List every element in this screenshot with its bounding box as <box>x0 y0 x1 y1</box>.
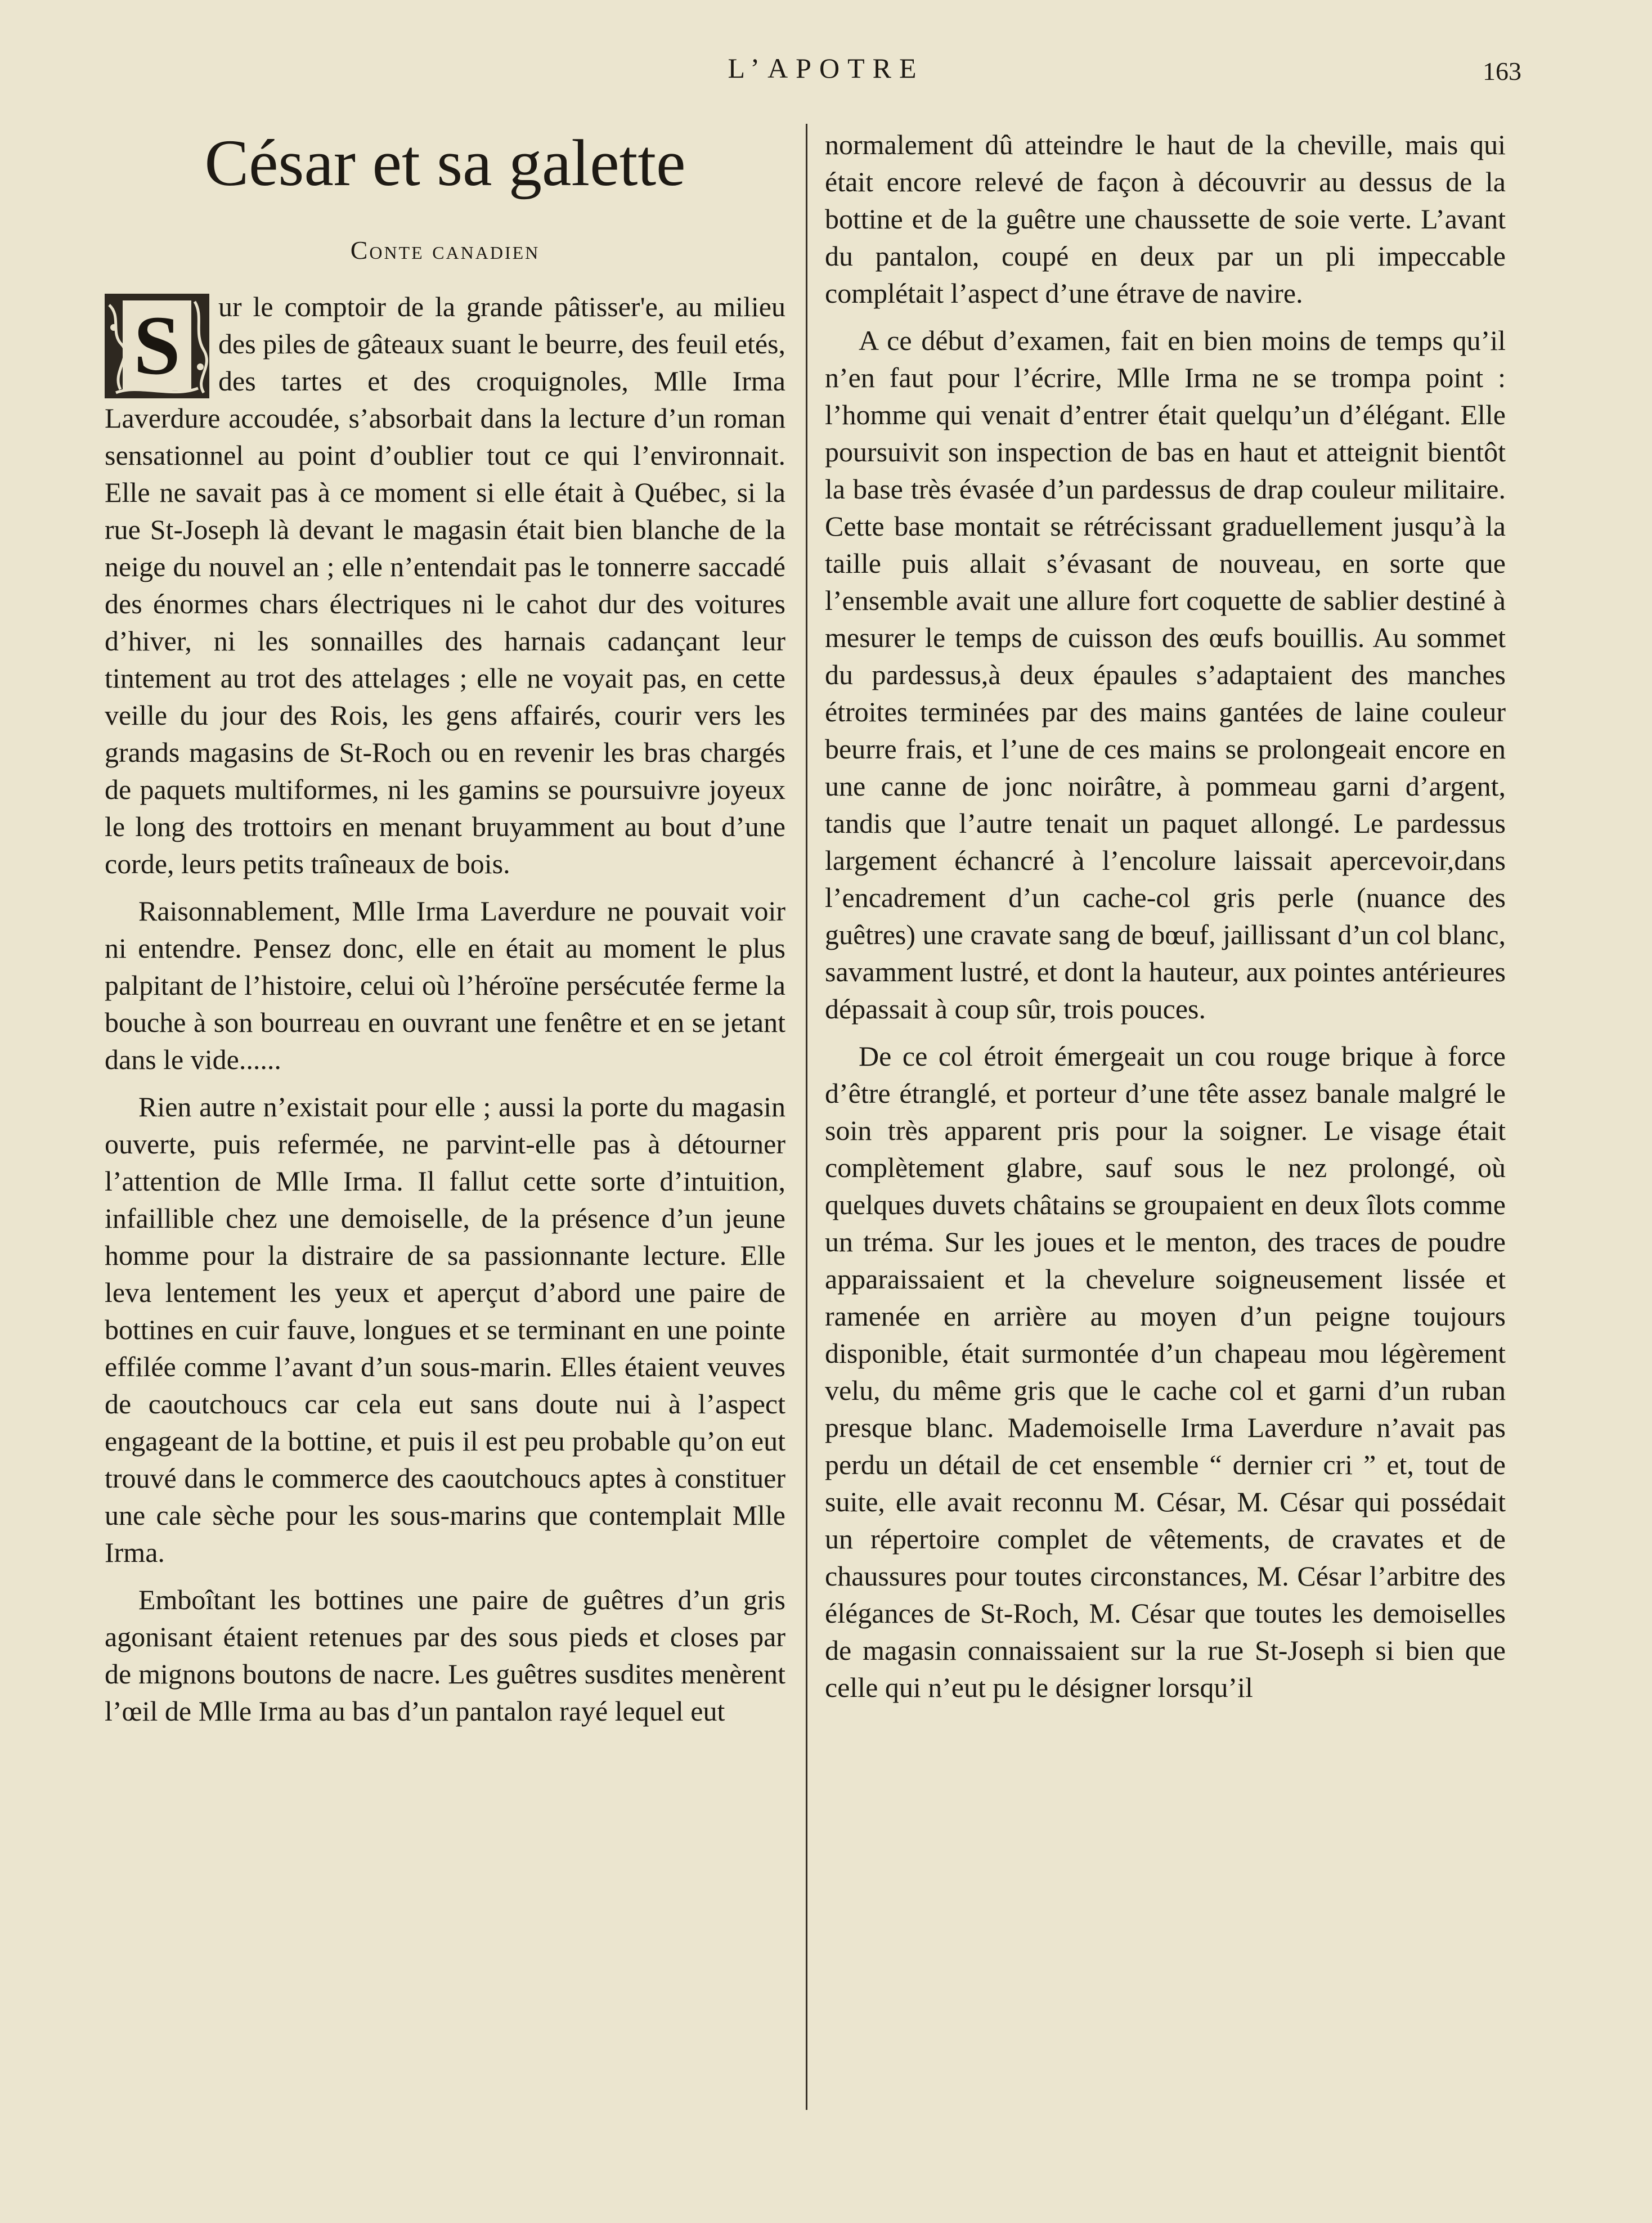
running-title: L’APOTRE <box>728 52 924 84</box>
paragraph-5: normalement dû atteindre le haut de la cheville, mais qui était encore relevé de façon à découvrir au dessus de la bottine et de la guêtre une chaussette de soie verte. L’avant du pantalon, coupé en deux par un pli impeccable complétait l’aspect d’une étrave de navire. <box>825 129 1506 309</box>
paragraph-3: Rien autre n’existait pour elle ; aussi la porte du magasin ouverte, puis refermée, ne parvint-elle pas à détourner l’attention de Mlle Irma. Il fallut cette sorte d’intuition, infaillible chez une demoiselle, de la présence d’un jeune homme pour la distraire de sa passionnante lecture. Elle leva lentement les yeux et aperçut d’abord une paire de bottines en cuir fauve, longues et se terminant en une pointe effilée comme l’avant d’un sous-marin. Elles étaient veuves de caoutchoucs car cela eut sans doute nui à l’aspect engageant de la bottine, et puis il est peu probable qu’on eut trouvé dans le commerce des caoutchoucs aptes à constituer une cale sèche pour les sous-marins que contemplait Mlle Irma. <box>105 1091 785 1568</box>
paragraph-6: A ce début d’examen, fait en bien moins de temps qu’il n’en faut pour l’écrire, Mlle Irma ne se trompa point : l’homme qui venait d’entrer était quelqu’un d’élégant. Elle poursuivit son inspection de bas en haut et atteignit bientôt la base très évasée d’un pardessus de drap couleur militaire. Cette base montait se rétrécissant graduellement jusqu’à la taille puis allait s’évasant de nouveau, en sorte que l’ensemble avait une allure fort coquette de sablier destiné à mesurer le temps de cuisson des œufs bouillis. Au sommet du pardessus,à deux épaules s’adaptaient des manches étroites terminées par des mains gantées de laine couleur beurre frais, et l’une de ces mains se prolongeait encore en une canne de jonc noirâtre, à pommeau garni d’argent, tandis que l’autre tenait un paquet allongé. Le pardessus largement échancré à l’encolure laissait apercevoir,dans l’encadrement d’un cache-col gris perle (nuance des guêtres) une cravate sang de bœuf, jaillissant d’un col blanc, savamment lustré, et dont la hauteur, aux pointes antérieures dépassait à coup sûr, trois pouces. <box>825 325 1506 1025</box>
story-subtitle: Conte canadien <box>350 236 540 264</box>
column-divider <box>806 124 807 2110</box>
ornamental-dropcap <box>105 294 209 398</box>
right-column <box>825 126 1506 1716</box>
page-number: 163 <box>1483 57 1521 86</box>
paragraph-text: ur le comptoir de la grande pâtisser'e, au milieu des piles de gâteaux suant le beurre, des feuil etés, des tartes et des croquignoles, Mlle Irma Laverdure accoudée, s’absorbait dans la lecture d’un roman sensationnel au point d’oublier tout ce qui l’environnait. Elle ne savait pas à ce moment si elle était à Québec, si la rue St-Joseph là devant le magasin était bien blanche de la neige du nouvel an ; elle n’entendait pas le tonnerre saccadé des énormes chars électriques ni le cahot dur des voitures d’hiver, ni les sonnailles des harnais cadançant leur tintement au trot des attelages ; elle ne voyait pas, en cette veille du jour des Rois, les gens affairés, courir vers les grands magasins de St-Roch ou en revenir les bras chargés de paquets multiformes, ni les gamins se poursuivre joyeux le long des trottoirs en menant bruyamment au bout d’une corde, leurs petits traîneaux de bois. <box>105 291 785 879</box>
story-title: César et sa galette <box>204 126 686 200</box>
paragraph-2: Raisonnablement, Mlle Irma Laverdure ne pouvait voir ni entendre. Pensez donc, elle en était au moment le plus palpitant de l’histoire, celui où l’héroïne persécutée ferme la bouche à son bourreau en ouvrant une fenêtre et en se jetant dans le vide...... <box>105 895 785 1075</box>
paragraph-4: Emboîtant les bottines une paire de guêtres d’un gris agonisant étaient retenues par des sous pieds et closes par de mignons boutons de nacre. Les guêtres susdites menèrent l’œil de Mlle Irma au bas d’un pantalon rayé lequel eut <box>105 1584 785 1727</box>
paragraph-1 <box>105 288 785 882</box>
paragraph-7: De ce col étroit émergeait un cou rouge brique à force d’être étranglé, et porteur d’une tête assez banale malgré le soin très apparent pris pour la soigner. Le visage était complètement glabre, sauf sous le nez prolongé, où quelques duvets châtains se groupaient en deux îlots comme un tréma. Sur les joues et le menton, des traces de poudre apparaissaient et la chevelure soigneusement lissée et ramenée en arrière au moyen d’un peigne toujours disponible, était surmontée d’un chapeau mou légèrement velu, du même gris que le cache col et garni d’un ruban presque blanc. Mademoiselle Irma Laverdure n’avait pas perdu un détail de cet ensemble “ dernier cri ” et, tout de suite, elle avait reconnu M. César, M. César qui possédait un répertoire complet de vêtements, de cravates et de chaussures pour toutes circonstances, M. César l’arbitre des élégances de St-Roch, M. César que toutes les demoiselles de magasin connaissaient sur la rue St-Joseph si bien que celle qui n’eut pu le désigner lorsqu’il <box>825 1040 1506 1703</box>
left-column <box>105 124 785 1740</box>
dropcap-letter: S <box>123 300 191 390</box>
